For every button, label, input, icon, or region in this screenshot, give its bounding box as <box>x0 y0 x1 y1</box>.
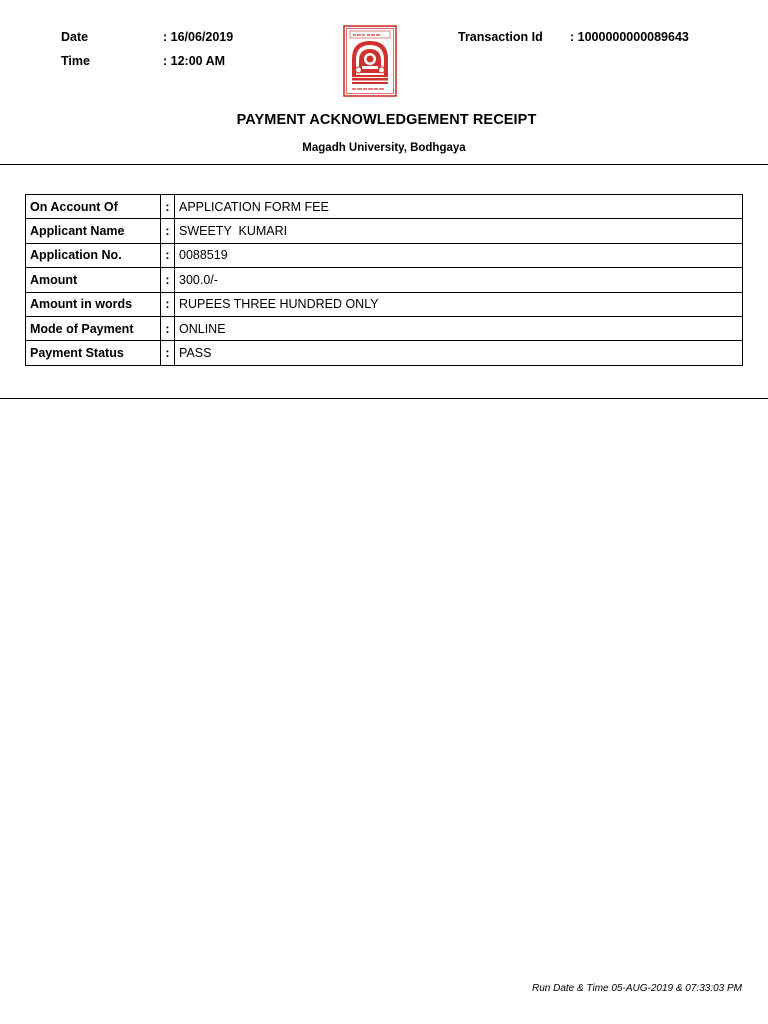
table-row <box>26 243 743 267</box>
university-name: Magadh University, Bodhgaya <box>302 142 466 154</box>
table-row <box>26 292 743 316</box>
payment-details-table <box>25 194 743 366</box>
row-separator: : <box>161 195 175 219</box>
row-value: 300.0/- <box>175 268 743 292</box>
row-label: Applicant Name <box>26 219 161 243</box>
footer-divider <box>0 398 768 399</box>
row-separator: : <box>161 292 175 316</box>
run-date-time: Run Date & Time 05-AUG-2019 & 07:33:03 PM <box>531 983 742 994</box>
row-value: APPLICATION FORM FEE <box>175 195 743 219</box>
transaction-id-label: Transaction Id <box>458 30 543 44</box>
row-separator: : <box>161 268 175 292</box>
time-value: : 12:00 AM <box>163 54 226 68</box>
row-label: Application No. <box>26 243 161 267</box>
row-label: Payment Status <box>26 341 161 365</box>
row-value: 0088519 <box>175 243 743 267</box>
row-label: On Account Of <box>26 195 161 219</box>
transaction-id-value: : 1000000000089643 <box>570 30 689 44</box>
row-label: Amount in words <box>26 292 161 316</box>
table-row <box>26 219 743 243</box>
row-value: RUPEES THREE HUNDRED ONLY <box>175 292 743 316</box>
table-row <box>26 195 743 219</box>
row-separator: : <box>161 341 175 365</box>
table-row <box>26 268 743 292</box>
table-row <box>26 341 743 365</box>
row-label: Mode of Payment <box>26 316 161 340</box>
row-separator: : <box>161 243 175 267</box>
row-label: Amount <box>26 268 161 292</box>
university-seal-icon <box>343 25 397 97</box>
header-divider <box>0 164 768 165</box>
row-value: ONLINE <box>175 316 743 340</box>
date-label: Date <box>61 30 89 44</box>
time-label: Time <box>61 54 90 68</box>
row-value: PASS <box>175 341 743 365</box>
receipt-title: PAYMENT ACKNOWLEDGEMENT RECEIPT <box>236 112 537 128</box>
date-value: : 16/06/2019 <box>163 30 234 44</box>
row-separator: : <box>161 316 175 340</box>
row-value: SWEETY KUMARI <box>175 219 743 243</box>
table-row <box>26 316 743 340</box>
row-separator: : <box>161 219 175 243</box>
